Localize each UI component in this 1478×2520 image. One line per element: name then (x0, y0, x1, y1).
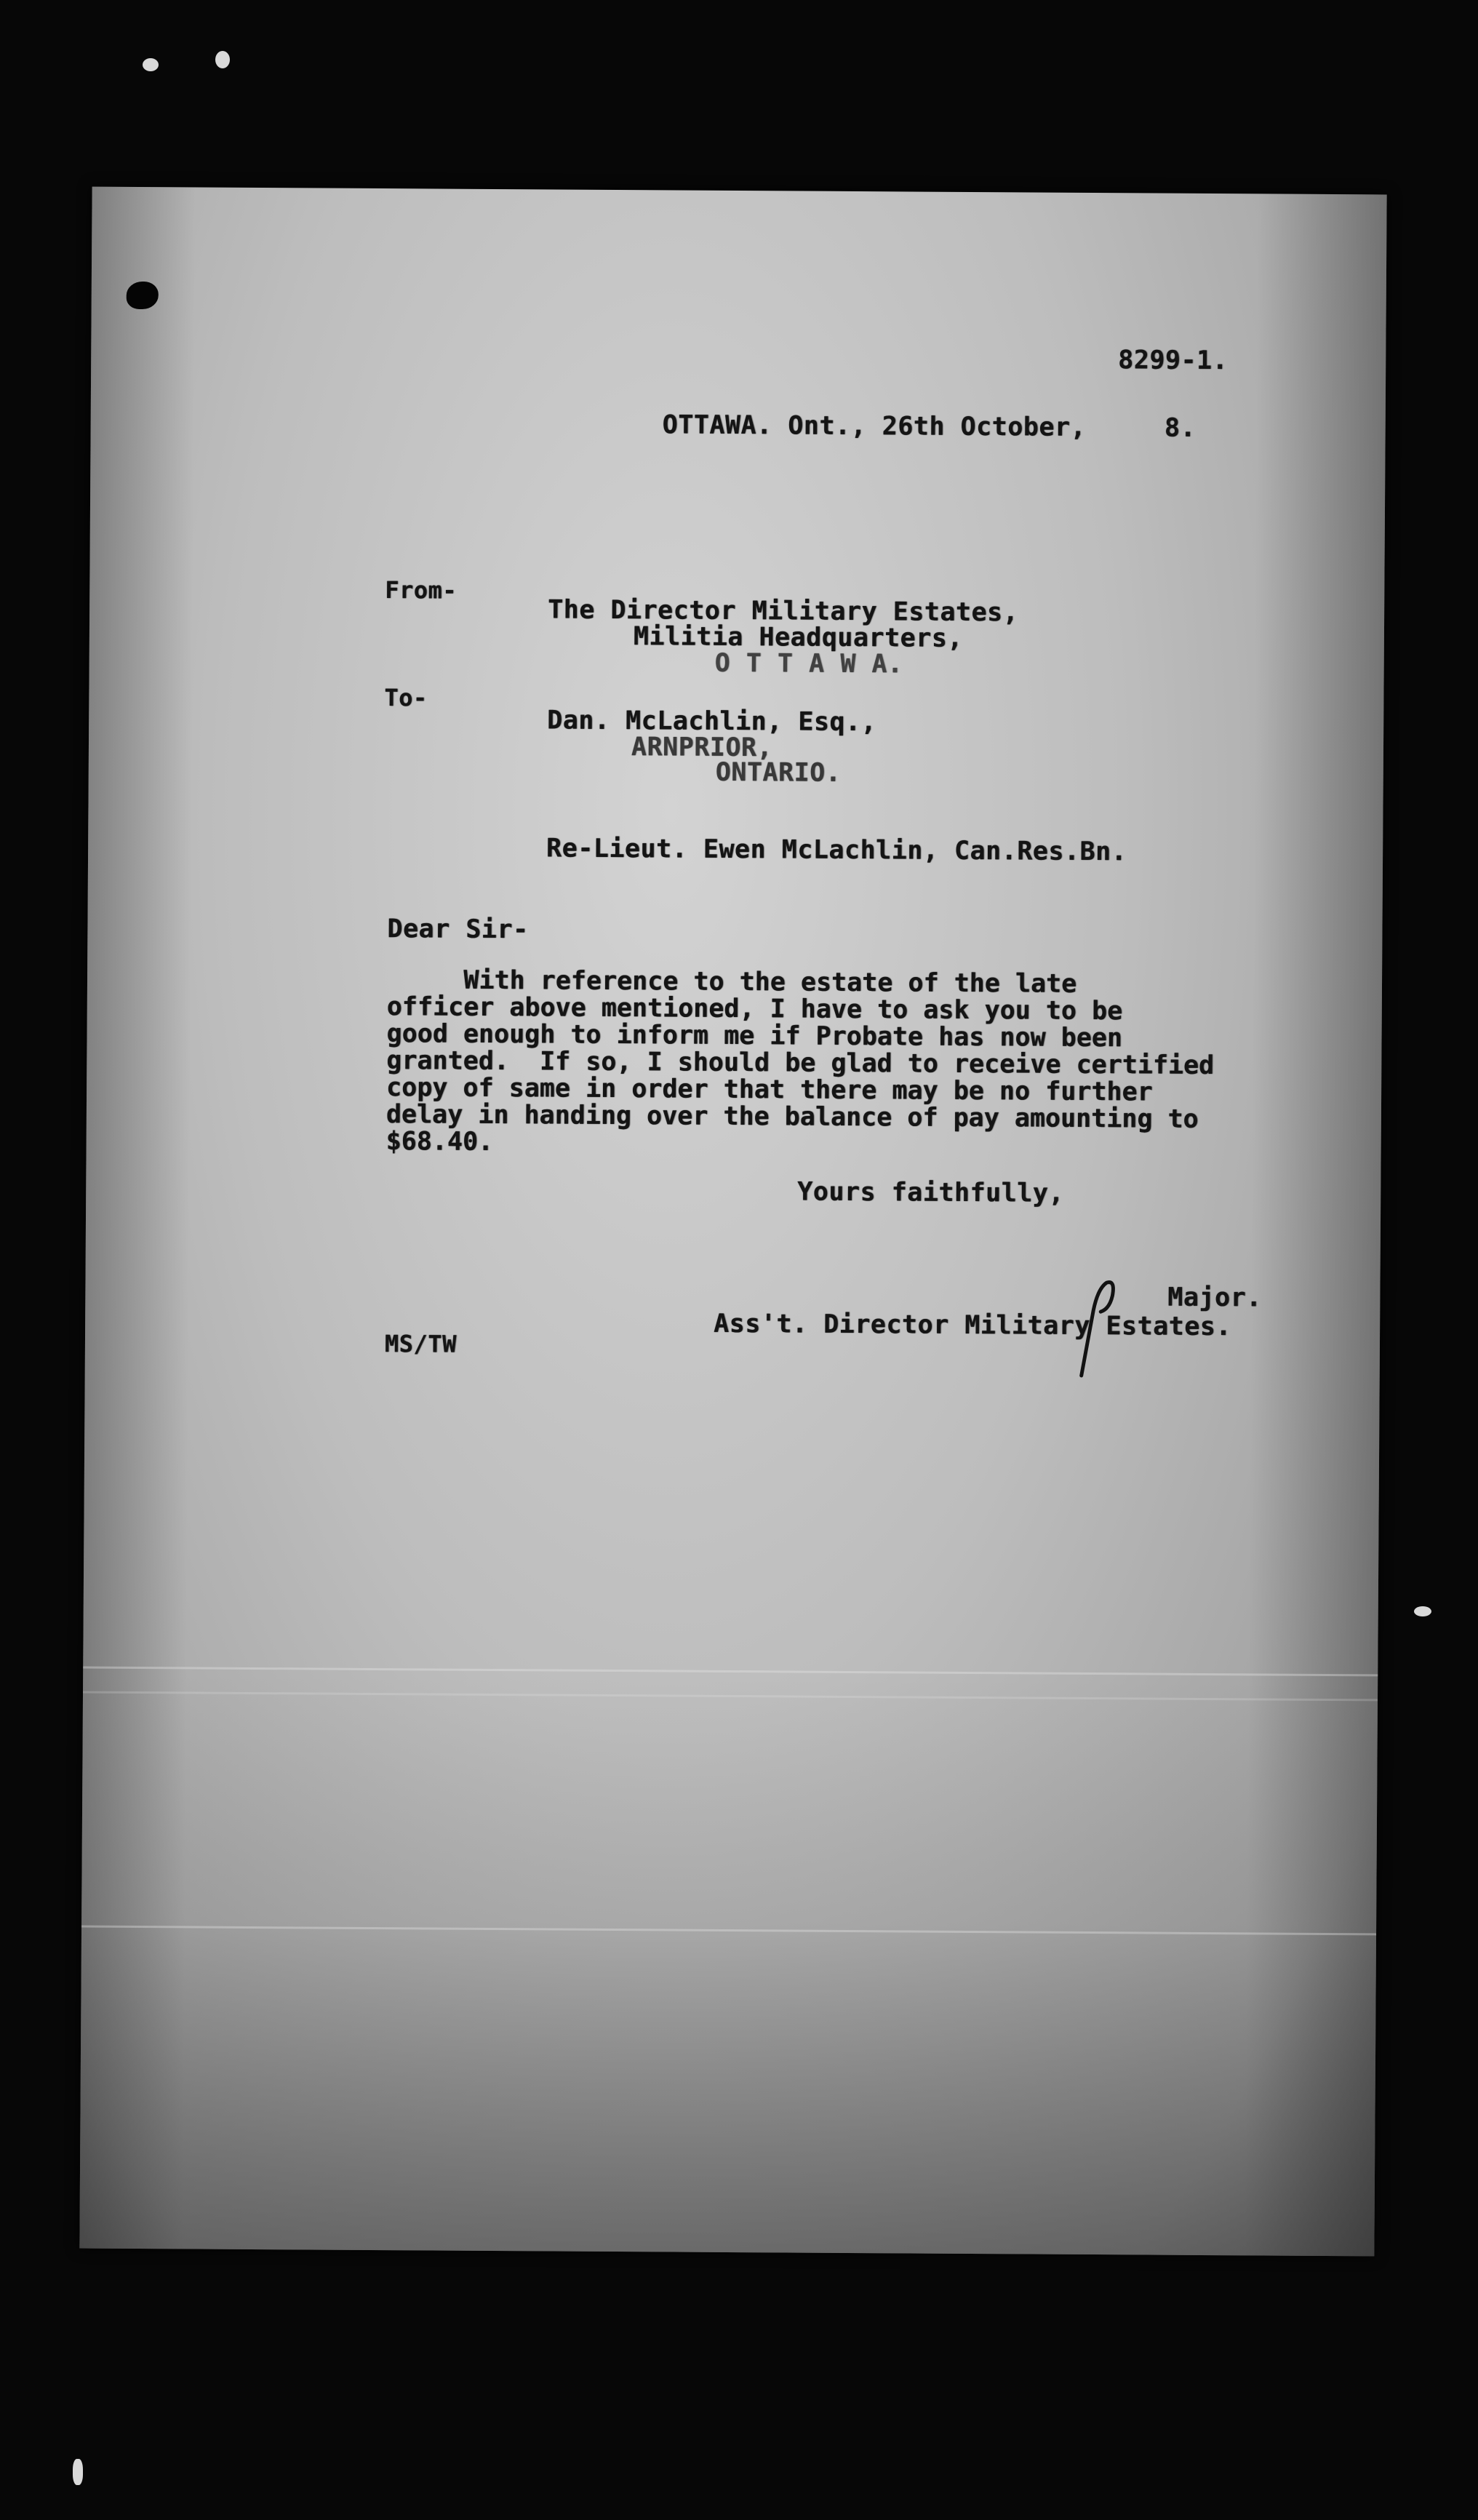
body-line: officer above mentioned, I have to ask you to be (386, 992, 1123, 1026)
film-dust-speck (1414, 1606, 1431, 1616)
to-label: To- (384, 684, 428, 712)
body-line: With reference to the estate of the late (386, 965, 1077, 999)
file-number: 8299-1. (1118, 346, 1229, 376)
body-line: good enough to inform me if Probate has now been (386, 1019, 1123, 1053)
letter-sheet (79, 187, 1386, 2257)
letter-body (386, 967, 1348, 1161)
body-line: copy of same in order that there may be no further (386, 1073, 1153, 1107)
film-dust-speck (215, 51, 230, 68)
to-line-2: ARNPRIOR, (631, 733, 773, 763)
from-line-3: O T T A W A. (714, 648, 903, 679)
from-line-1: The Director Military Estates, (548, 595, 1019, 628)
paper-crease (81, 1926, 1376, 1936)
reference-initials: MS/TW (384, 1330, 457, 1358)
paper-crease (83, 1691, 1378, 1702)
to-line-1: Dan. McLachlin, Esq., (547, 706, 877, 738)
to-line-3: ONTARIO. (715, 757, 842, 788)
signer-rank: Major. (1167, 1283, 1262, 1313)
body-line: granted. If so, I should be glad to receive certified (386, 1046, 1215, 1081)
body-line: $68.40. (386, 1127, 494, 1157)
from-line-2: Militia Headquarters, (633, 622, 964, 653)
film-dust-speck (73, 2459, 83, 2485)
dateline: OTTAWA. Ont., 26th October, 8. (662, 410, 1197, 443)
signer-title: Ass't. Director Military Estates. (714, 1309, 1232, 1342)
from-label: From- (385, 576, 458, 605)
closing: Yours faithfully, (797, 1177, 1065, 1208)
paper-crease (83, 1667, 1378, 1677)
body-line: delay in handing over the balance of pay amounting to (386, 1100, 1199, 1134)
subject-line: Re-Lieut. Ewen McLachlin, Can.Res.Bn. (546, 834, 1127, 867)
punch-hole (127, 282, 159, 309)
salutation: Dear Sir- (387, 914, 529, 945)
film-dust-speck (143, 58, 159, 71)
